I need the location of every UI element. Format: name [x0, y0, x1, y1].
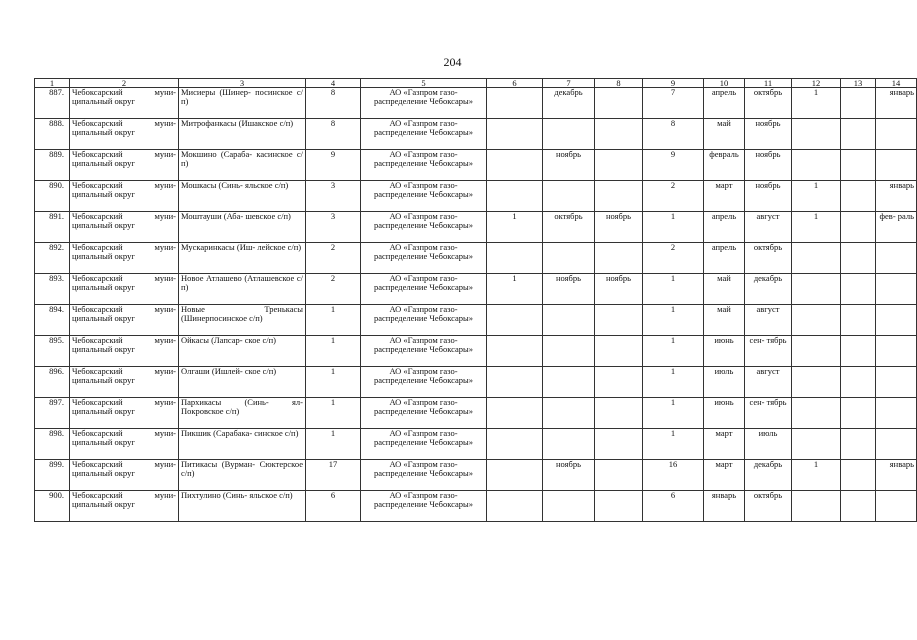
table-row [35, 212, 917, 243]
table-cell: Мускаринкасы (Иш- лейское с/п) [179, 243, 306, 274]
table-cell: апрель [704, 212, 745, 243]
table-cell: Чебоксарский муни- ципальный округ [70, 491, 179, 522]
table-cell [543, 429, 595, 460]
table-cell: январь [876, 181, 917, 212]
table-cell [876, 429, 917, 460]
table-cell [543, 181, 595, 212]
table-cell: Чебоксарский муни- ципальный округ [70, 305, 179, 336]
column-header: 13 [841, 79, 876, 88]
table-cell [792, 274, 841, 305]
table-cell: декабрь [543, 88, 595, 119]
table-cell: 889. [35, 150, 70, 181]
table-cell [595, 429, 643, 460]
table-cell: 1 [306, 336, 361, 367]
table-cell [792, 336, 841, 367]
table-cell [876, 398, 917, 429]
table-cell: Пархикасы (Синь- ял-Покровское с/п) [179, 398, 306, 429]
table-row [35, 88, 917, 119]
table-cell [595, 150, 643, 181]
table-cell: Мокшино (Сараба- касинское с/п) [179, 150, 306, 181]
table-cell: 896. [35, 367, 70, 398]
table-cell: 893. [35, 274, 70, 305]
table-cell [595, 460, 643, 491]
table-cell: Мошкасы (Синь- яльское с/п) [179, 181, 306, 212]
table-row [35, 367, 917, 398]
table-cell [543, 367, 595, 398]
page-number: 204 [443, 55, 462, 69]
table-cell: 895. [35, 336, 70, 367]
table-cell: АО «Газпром газо- распределение Чебоксары» [361, 460, 487, 491]
table-cell [595, 398, 643, 429]
table-cell: 6 [306, 491, 361, 522]
table-cell: 2 [643, 243, 704, 274]
table-cell: 1 [792, 212, 841, 243]
table-cell [792, 429, 841, 460]
table-cell [792, 367, 841, 398]
table-cell: август [745, 305, 792, 336]
table-cell: АО «Газпром газо- распределение Чебоксары» [361, 88, 487, 119]
table-row [35, 181, 917, 212]
table-cell: 1 [792, 181, 841, 212]
table-cell: АО «Газпром газо- распределение Чебоксары» [361, 398, 487, 429]
table-cell [841, 460, 876, 491]
table-cell: 8 [643, 119, 704, 150]
table-cell [595, 367, 643, 398]
table-cell: 898. [35, 429, 70, 460]
table-cell [487, 398, 543, 429]
table-cell: 1 [306, 305, 361, 336]
table-row [35, 398, 917, 429]
table-cell: октябрь [745, 243, 792, 274]
table-cell: АО «Газпром газо- распределение Чебоксары» [361, 491, 487, 522]
table-cell [841, 305, 876, 336]
schedule-table-body [35, 79, 917, 522]
table-cell: 8 [306, 119, 361, 150]
table-cell: май [704, 305, 745, 336]
table-cell: ноябрь [543, 274, 595, 305]
table-cell [792, 150, 841, 181]
table-cell [543, 243, 595, 274]
table-cell: 1 [792, 460, 841, 491]
column-header: 2 [70, 79, 179, 88]
table-cell [487, 460, 543, 491]
table-cell: Олгаши (Ишлей- ское с/п) [179, 367, 306, 398]
table-cell: Чебоксарский муни- ципальный округ [70, 88, 179, 119]
table-cell [876, 491, 917, 522]
table-cell: Новые Тренькасы (Шинерпосинское с/п) [179, 305, 306, 336]
table-cell [595, 119, 643, 150]
table-cell [792, 398, 841, 429]
table-cell: 897. [35, 398, 70, 429]
table-cell [876, 119, 917, 150]
table-cell: январь [876, 460, 917, 491]
table-cell: 3 [306, 181, 361, 212]
table-cell: АО «Газпром газо- распределение Чебоксары» [361, 429, 487, 460]
table-cell: 1 [643, 336, 704, 367]
table-cell [487, 305, 543, 336]
table-cell: Чебоксарский муни- ципальный округ [70, 243, 179, 274]
table-cell: 900. [35, 491, 70, 522]
table-cell: Мисиеры (Шинер- посинское с/п) [179, 88, 306, 119]
table-row [35, 429, 917, 460]
table-cell: АО «Газпром газо- распределение Чебоксары» [361, 243, 487, 274]
table-cell [487, 88, 543, 119]
table-cell: 894. [35, 305, 70, 336]
table-cell: Моштауши (Аба- шевское с/п) [179, 212, 306, 243]
table-cell: 891. [35, 212, 70, 243]
table-cell: июнь [704, 336, 745, 367]
table-cell [487, 491, 543, 522]
table-cell: 17 [306, 460, 361, 491]
table-cell: 9 [306, 150, 361, 181]
table-cell [841, 367, 876, 398]
table-cell: Ойкасы (Лапсар- ское с/п) [179, 336, 306, 367]
table-cell: 888. [35, 119, 70, 150]
table-cell: Пихтулино (Синь- яльское с/п) [179, 491, 306, 522]
table-cell [792, 491, 841, 522]
table-cell [487, 150, 543, 181]
table-cell [595, 181, 643, 212]
table-cell [876, 243, 917, 274]
table-cell: март [704, 460, 745, 491]
table-cell [841, 398, 876, 429]
table-cell: Чебоксарский муни- ципальный округ [70, 181, 179, 212]
table-cell: октябрь [745, 491, 792, 522]
table-cell [841, 150, 876, 181]
table-row [35, 491, 917, 522]
table-cell: сен- тябрь [745, 398, 792, 429]
table-cell [543, 119, 595, 150]
table-cell: 6 [643, 491, 704, 522]
table-cell: сен- тябрь [745, 336, 792, 367]
table-cell: апрель [704, 243, 745, 274]
table-cell [841, 491, 876, 522]
table-cell [543, 336, 595, 367]
column-header: 6 [487, 79, 543, 88]
table-cell: ноябрь [543, 150, 595, 181]
table-cell: май [704, 119, 745, 150]
column-header: 9 [643, 79, 704, 88]
table-cell: Чебоксарский муни- ципальный округ [70, 336, 179, 367]
column-header: 10 [704, 79, 745, 88]
table-cell: июль [745, 429, 792, 460]
table-cell: декабрь [745, 460, 792, 491]
table-row [35, 336, 917, 367]
table-cell: 1 [643, 429, 704, 460]
table-cell: ноябрь [595, 274, 643, 305]
table-cell: Митрофанкасы (Ишакское с/п) [179, 119, 306, 150]
table-row [35, 305, 917, 336]
table-cell [876, 150, 917, 181]
table-cell: 890. [35, 181, 70, 212]
table-cell: 1 [643, 367, 704, 398]
table-cell: декабрь [745, 274, 792, 305]
table-cell [792, 119, 841, 150]
table-cell: ноябрь [543, 460, 595, 491]
schedule-table [34, 78, 917, 522]
column-header: 11 [745, 79, 792, 88]
column-header: 14 [876, 79, 917, 88]
table-cell [595, 336, 643, 367]
table-cell: ноябрь [745, 150, 792, 181]
table-cell: Чебоксарский муни- ципальный округ [70, 398, 179, 429]
table-cell: март [704, 429, 745, 460]
table-cell [876, 274, 917, 305]
table-cell: 16 [643, 460, 704, 491]
column-header: 4 [306, 79, 361, 88]
table-cell: 1 [487, 274, 543, 305]
table-cell: 8 [306, 88, 361, 119]
table-cell: 899. [35, 460, 70, 491]
table-row [35, 119, 917, 150]
table-row [35, 460, 917, 491]
table-cell: АО «Газпром газо- распределение Чебоксары» [361, 367, 487, 398]
table-cell: май [704, 274, 745, 305]
table-cell: июнь [704, 398, 745, 429]
table-cell [487, 336, 543, 367]
table-cell: 1 [643, 305, 704, 336]
table-cell: АО «Газпром газо- распределение Чебоксары» [361, 119, 487, 150]
table-cell: Чебоксарский муни- ципальный округ [70, 119, 179, 150]
table-cell: ноябрь [595, 212, 643, 243]
table-cell [841, 212, 876, 243]
table-cell: Чебоксарский муни- ципальный округ [70, 460, 179, 491]
table-cell: 1 [306, 429, 361, 460]
table-cell: октябрь [745, 88, 792, 119]
table-cell: ноябрь [745, 119, 792, 150]
table-cell [543, 398, 595, 429]
table-cell: ноябрь [745, 181, 792, 212]
table-cell: апрель [704, 88, 745, 119]
table-cell: 1 [643, 212, 704, 243]
table-cell: Чебоксарский муни- ципальный округ [70, 367, 179, 398]
table-cell: АО «Газпром газо- распределение Чебоксары» [361, 150, 487, 181]
table-cell: октябрь [543, 212, 595, 243]
table-cell: АО «Газпром газо- распределение Чебоксары» [361, 274, 487, 305]
table-cell [595, 305, 643, 336]
table-cell [876, 305, 917, 336]
column-header: 12 [792, 79, 841, 88]
table-cell [841, 181, 876, 212]
table-cell [792, 243, 841, 274]
table-cell: январь [876, 88, 917, 119]
table-cell [487, 367, 543, 398]
table-cell: Пикшик (Сарабака- синское с/п) [179, 429, 306, 460]
table-cell: Питикасы (Вурман- Сюктерское с/п) [179, 460, 306, 491]
table-cell: АО «Газпром газо- распределение Чебоксары» [361, 212, 487, 243]
column-header: 5 [361, 79, 487, 88]
table-row [35, 274, 917, 305]
table-cell [487, 429, 543, 460]
table-cell [595, 88, 643, 119]
table-cell [841, 274, 876, 305]
table-cell [876, 367, 917, 398]
table-cell: Чебоксарский муни- ципальный округ [70, 274, 179, 305]
table-cell [841, 429, 876, 460]
table-cell [487, 119, 543, 150]
table-cell [841, 243, 876, 274]
table-cell [841, 88, 876, 119]
table-cell [543, 305, 595, 336]
table-cell [595, 243, 643, 274]
table-cell [487, 181, 543, 212]
table-cell: Чебоксарский муни- ципальный округ [70, 429, 179, 460]
table-cell: 3 [306, 212, 361, 243]
table-cell [841, 336, 876, 367]
table-cell: 1 [643, 398, 704, 429]
table-cell: АО «Газпром газо- распределение Чебоксары» [361, 305, 487, 336]
table-cell: 2 [643, 181, 704, 212]
table-cell [487, 243, 543, 274]
column-header: 7 [543, 79, 595, 88]
table-cell: Чебоксарский муни- ципальный округ [70, 150, 179, 181]
table-cell [876, 336, 917, 367]
table-cell: 1 [643, 274, 704, 305]
table-cell: июль [704, 367, 745, 398]
table-row [35, 243, 917, 274]
table-cell: Новое Атлашево (Атлашевское с/п) [179, 274, 306, 305]
column-header: 1 [35, 79, 70, 88]
table-cell: 1 [306, 398, 361, 429]
table-cell [595, 491, 643, 522]
column-header: 3 [179, 79, 306, 88]
table-cell [841, 119, 876, 150]
table-cell: февраль [704, 150, 745, 181]
table-cell: 1 [487, 212, 543, 243]
table-cell: 1 [792, 88, 841, 119]
table-cell: 892. [35, 243, 70, 274]
table-cell: 2 [306, 243, 361, 274]
table-cell: март [704, 181, 745, 212]
table-cell: 887. [35, 88, 70, 119]
table-cell: 1 [306, 367, 361, 398]
table-cell: АО «Газпром газо- распределение Чебоксары» [361, 336, 487, 367]
table-cell: январь [704, 491, 745, 522]
table-cell: август [745, 212, 792, 243]
table-cell: 7 [643, 88, 704, 119]
table-cell: 2 [306, 274, 361, 305]
table-cell: август [745, 367, 792, 398]
column-header: 8 [595, 79, 643, 88]
table-cell: 9 [643, 150, 704, 181]
table-row [35, 150, 917, 181]
table-cell [543, 491, 595, 522]
table-cell: АО «Газпром газо- распределение Чебоксары» [361, 181, 487, 212]
table-cell: Чебоксарский муни- ципальный округ [70, 212, 179, 243]
table-cell [792, 305, 841, 336]
table-cell: фев- раль [876, 212, 917, 243]
